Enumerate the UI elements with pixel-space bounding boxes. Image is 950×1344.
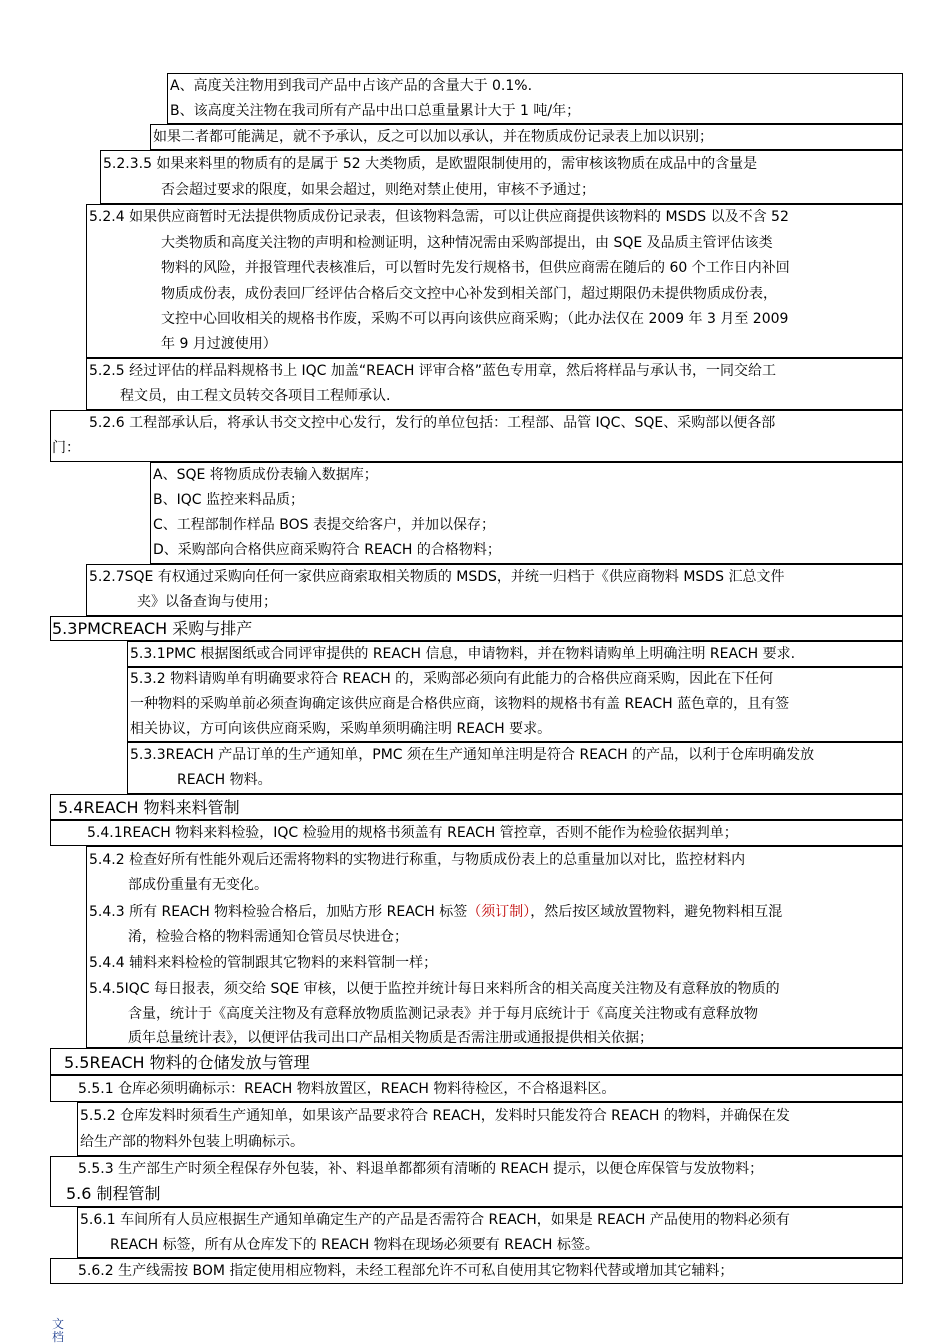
- list-item-b: B、IQC 监控来料品质；: [153, 492, 304, 508]
- footer-mark: [52, 1318, 64, 1344]
- footer-char-2: 档: [52, 1330, 65, 1344]
- clause-5-2-6-cont: 门：: [52, 440, 80, 456]
- clause-5-2-7-cont: 夹》以备查询与使用；: [137, 594, 277, 610]
- clause-5-4-2-cont: 部成份重量有无变化。: [128, 877, 268, 893]
- clause-5-2-4: 5.2.4 如果供应商暂时无法提供物质成份记录表，但该物料急需，可以让供应商提供该物料的 MSDS 以及不含 52: [89, 209, 789, 225]
- clause-5-2-7: 5.2.7SQE 有权通过采购向任何一家供应商索取相关物质的 MSDS，并统一归档于《供应商物料 MSDS 汇总文件: [89, 569, 785, 585]
- clause-5-3-3: 5.3.3REACH 产品订单的生产通知单，PMC 须在生产通知单注明是符合 REACH 的产品，以利于仓库明确发放: [130, 747, 815, 763]
- section-heading-5-5: 5.5REACH 物料的仓储发放与管理: [64, 1053, 310, 1072]
- criteria-a: A、高度关注物用到我司产品中占该产品的含量大于 0.1%.: [170, 78, 533, 94]
- clause-5-4-5-cont-2: 质年总量统计表》，以便评估我司出口产品相关物质是否需注册或通报提供相关依据；: [128, 1030, 653, 1046]
- criteria-b: B、该高度关注物在我司所有产品中出口总重量累计大于 1 吨/年；: [170, 103, 581, 119]
- clause-5-4-3-text-a: 5.4.3 所有 REACH 物料检验合格后，加贴方形 REACH 标签: [89, 904, 468, 920]
- clause-5-2-5: 5.2.5 经过评估的样品料规格书上 IQC 加盖“REACH 评审合格”蓝色专用章，然后将样品与承认书，一同交给工: [89, 363, 777, 379]
- clause-5-3-1: 5.3.1PMC 根据图纸或合同评审提供的 REACH 信息，申请物料，并在物料请购单上明确注明 REACH 要求.: [130, 646, 796, 662]
- clause-5-3-2: 5.3.2 物料请购单有明确要求符合 REACH 的，采购部必须向有此能力的合格供应商采购，因此在下任何: [130, 671, 774, 687]
- clause-5-2-4-cont-1: 大类物质和高度关注物的声明和检测证明，这种情况需由采购部提出，由 SQE 及品质主管评估该类: [161, 235, 773, 251]
- list-item-d: D、采购部向合格供应商采购符合 REACH 的合格物料；: [153, 542, 501, 558]
- clause-5-4-4: 5.4.4 辅料来料检检的管制跟其它物料的来料管制一样；: [89, 955, 438, 971]
- clause-5-4-5: 5.4.5IQC 每日报表，须交给 SQE 审核，以便于监控并统计每日来料所含的相关高度关注物及有意释放的物质的: [89, 981, 780, 997]
- clause-5-3-3-cont: REACH 物料。: [177, 772, 272, 788]
- clause-5-2-4-cont-4: 文控中心回收相关的规格书作废，采购不可以再向该供应商采购；（此办法仅在 2009 年 3 月至 2009: [161, 311, 789, 327]
- clause-5-2-4-cont-3: 物质成份表，成份表回厂经评估合格后交文控中心补发到相关部门，超过期限仍未提供物质成份表，: [161, 286, 777, 302]
- clause-5-4-3-custom-note: （须订制）: [467, 904, 531, 920]
- clause-5-2-5-cont: 程文员，由工程文员转交各项目工程师承认.: [120, 388, 391, 404]
- section-heading-5-6: 5.6 制程管制: [66, 1184, 161, 1203]
- clause-5-4-1: 5.4.1REACH 物料来料检验，IQC 检验用的规格书须盖有 REACH 管控章，否则不能作为检验依据判单；: [87, 825, 738, 841]
- footer-char-1: 文: [52, 1317, 65, 1331]
- section-heading-5-4: 5.4REACH 物料来料管制: [58, 798, 240, 817]
- list-item-a: A、SQE 将物质成份表输入数据库；: [153, 467, 378, 483]
- clause-5-6-1: 5.6.1 车间所有人员应根据生产通知单确定生产的产品是否需符合 REACH，如果是 REACH 产品使用的物料必须有: [80, 1212, 790, 1228]
- clause-5-4-3: [89, 900, 782, 925]
- clause-5-2-6: 5.2.6 工程部承认后，将承认书交文控中心发行，发行的单位包括：工程部、品管 IQC、SQE、采购部以便各部: [89, 415, 776, 431]
- clause-5-5-3: 5.5.3 生产部生产时须全程保存外包装，补、料退单都都须有清晰的 REACH 提示，以便仓库保管与发放物料；: [78, 1161, 764, 1177]
- clause-5-3-2-cont-2: 相关协议，方可向该供应商采购，采购单须明确注明 REACH 要求。: [130, 721, 552, 737]
- clause-5-2-4-cont-2: 物料的风险，并报管理代表核准后，可以暂时先发行规格书，但供应商需在随后的 60 个工作日内补回: [161, 260, 790, 276]
- list-item-c: C、工程部制作样品 BOS 表提交给客户，并加以保存；: [153, 517, 495, 533]
- section-heading-5-3: 5.3PMCREACH 采购与排产: [52, 619, 253, 638]
- clause-5-5-1: 5.5.1 仓库必须明确标示：REACH 物料放置区，REACH 物料待检区，不合格退料区。: [78, 1081, 616, 1097]
- clause-5-2-3-5-cont: 否会超过要求的限度，如果会超过，则绝对禁止使用，审核不予通过；: [161, 182, 595, 198]
- clause-5-6-1-cont: REACH 标签，所有从仓库发下的 REACH 物料在现场必须要有 REACH 标签。: [110, 1237, 599, 1253]
- clause-5-4-2: 5.4.2 检查好所有性能外观后还需将物料的实物进行称重，与物质成份表上的总重量加以对比，监控材料内: [89, 852, 746, 868]
- clause-5-4-3-text-b: ，然后按区域放置物料，避免物料相互混: [530, 904, 783, 920]
- clause-5-5-2-cont: 给生产部的物料外包装上明确标示。: [80, 1134, 304, 1150]
- clause-5-2-4-cont-5: 年 9 月过渡使用）: [161, 336, 277, 352]
- clause-5-5-2: 5.5.2 仓库发料时须看生产通知单，如果该产品要求符合 REACH，发料时只能发符合 REACH 的物料，并确保在发: [80, 1108, 790, 1124]
- approval-note: 如果二者都可能满足，就不予承认，反之可以加以承认，并在物质成份记录表上加以识别；: [153, 129, 713, 145]
- clause-5-4-5-cont-1: 含量，统计于《高度关注物及有意释放物质监测记录表》并于每月底统计于《高度关注物或有意释放物: [128, 1006, 758, 1022]
- clause-5-2-3-5: 5.2.3.5 如果来料里的物质有的是属于 52 大类物质，是欧盟限制使用的，需审核该物质在成品中的含量是: [103, 156, 758, 172]
- clause-5-3-2-cont-1: 一种物料的采购单前必须查询确定该供应商是合格供应商，该物料的规格书有盖 REACH 蓝色章的，且有签: [130, 696, 790, 712]
- clause-5-4-3-cont: 淆，检验合格的物料需通知仓管员尽快进仓；: [128, 929, 408, 945]
- clause-5-6-2: 5.6.2 生产线需按 BOM 指定使用相应物料，未经工程部允许不可私自使用其它物料代替或增加其它辅料；: [78, 1263, 734, 1279]
